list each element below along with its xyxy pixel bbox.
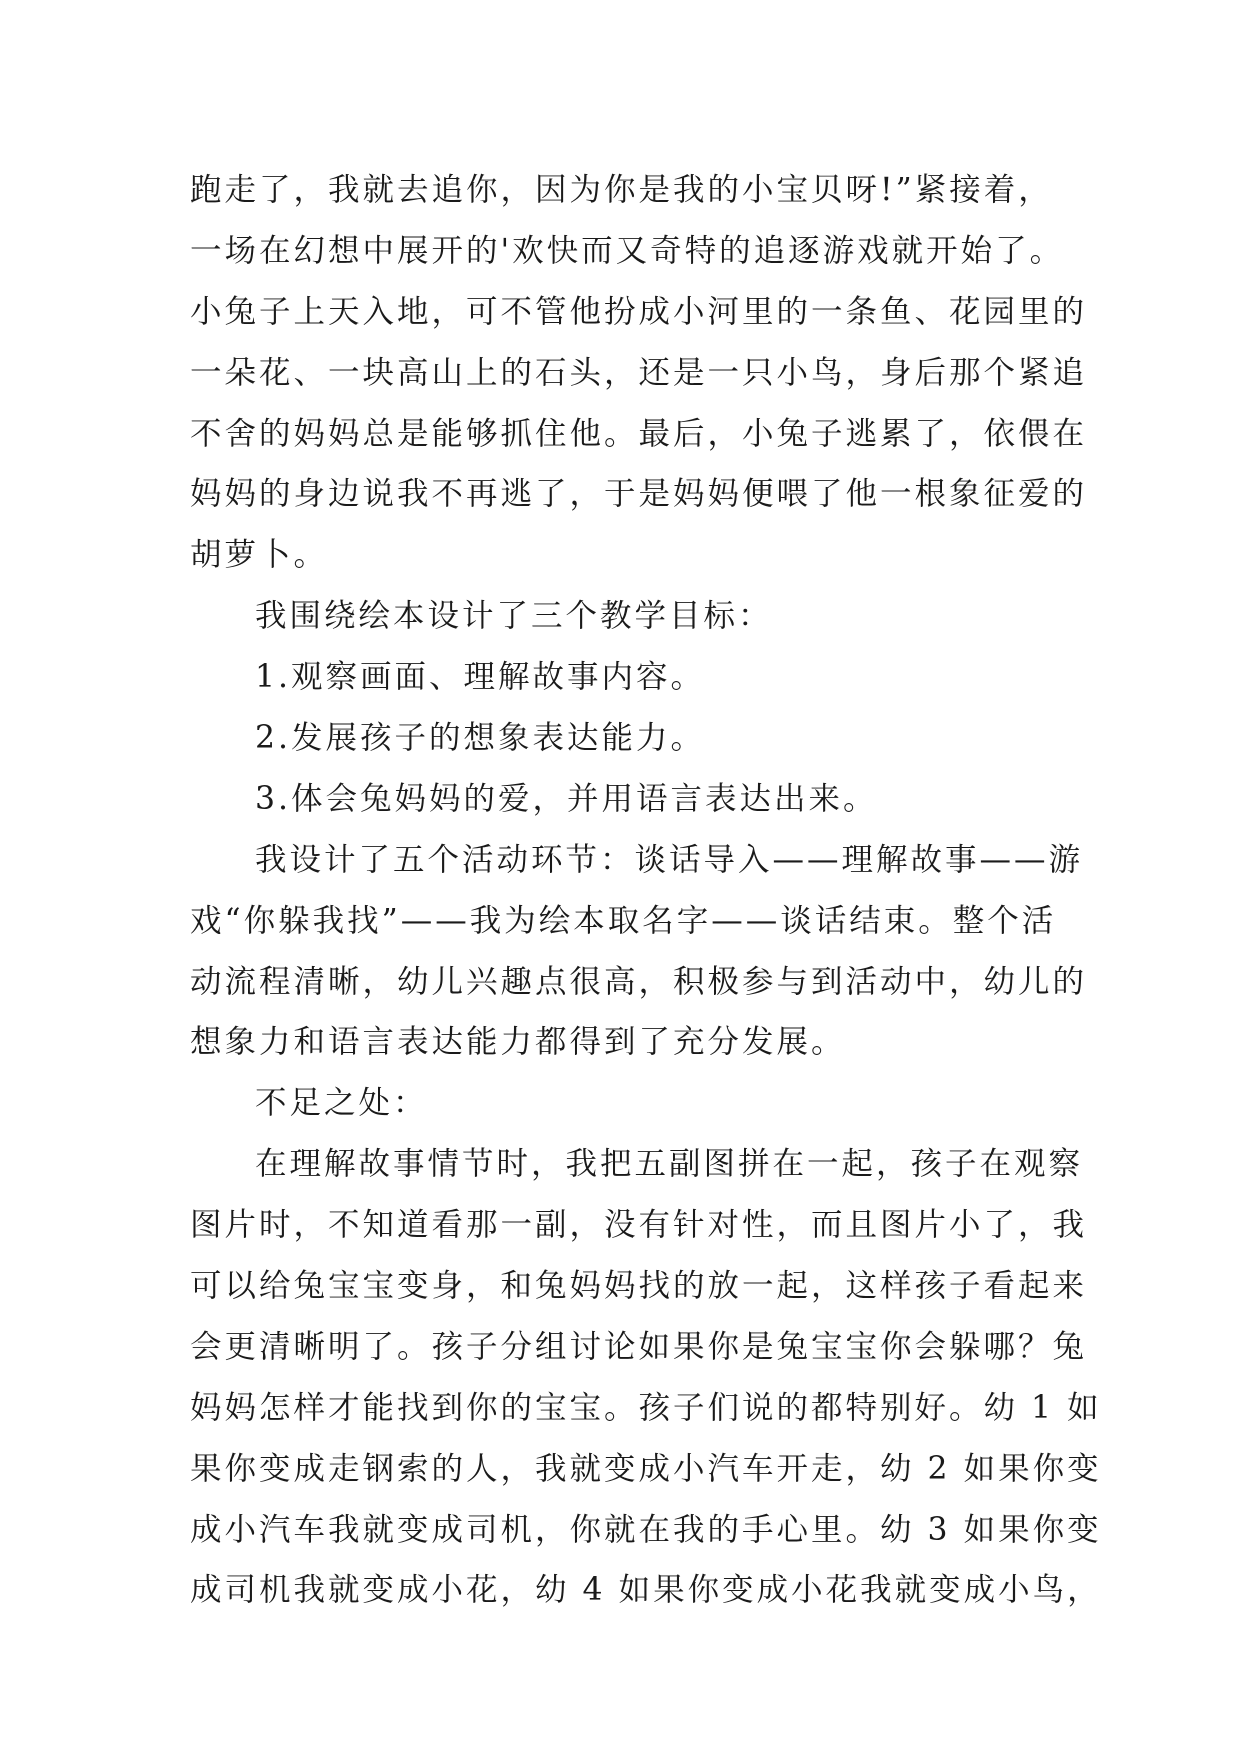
paragraph-start-line: 我围绕绘本设计了三个教学目标： [255,598,773,635]
text-line: 成司机我就变成小花，幼 4 如果你变成小花我就变成小鸟， [190,1572,1102,1609]
section-heading: 不足之处： [255,1085,428,1122]
paragraph-start-line: 我设计了五个活动环节：谈话导入——理解故事——游 [255,841,1084,878]
document-body [190,160,1102,1621]
text-line: 不舍的妈妈总是能够抓住他。最后，小兔子逃累了，依偎在 [190,415,1088,452]
text-line: 成小汽车我就变成司机，你就在我的手心里。幼 3 如果你变 [190,1511,1102,1548]
text-line: 戏“你躲我找”——我为绘本取名字——谈话结束。整个活 [190,902,1057,939]
text-line: 跑走了，我就去追你，因为你是我的小宝贝呀!”紧接着， [190,172,1053,208]
text-line: 果你变成走钢索的人，我就变成小汽车开走，幼 2 如果你变 [190,1450,1102,1487]
text-line: 妈妈的身边说我不再逃了，于是妈妈便喂了他一根象征爱的 [190,476,1088,513]
text-line: 可以给兔宝宝变身，和兔妈妈找的放一起，这样孩子看起来 [190,1268,1088,1305]
text-line: 一朵花、一块高山上的石头，还是一只小鸟，身后那个紧追 [190,354,1088,391]
text-line: 会更清晰明了。孩子分组讨论如果你是兔宝宝你会躲哪？兔 [190,1328,1088,1365]
text-line: 动流程清晰，幼儿兴趣点很高，积极参与到活动中，幼儿的 [190,963,1088,1000]
text-line: 妈妈怎样才能找到你的宝宝。孩子们说的都特别好。幼 1 如 [190,1389,1102,1426]
text-line: 想象力和语言表达能力都得到了充分发展。 [190,1024,846,1061]
text-line: 一场在幻想中展开的'欢快而又奇特的追逐游戏就开始了。 [190,232,1065,269]
text-line: 图片时，不知道看那一副，没有针对性，而且图片小了，我 [190,1207,1088,1244]
goal-item: 1.观察画面、理解故事内容。 [255,659,706,696]
text-line: 小兔子上天入地，可不管他扮成小河里的一条鱼、花园里的 [190,293,1088,330]
paragraph-start-line: 在理解故事情节时，我把五副图拼在一起，孩子在观察 [255,1146,1084,1183]
goal-item: 2.发展孩子的想象表达能力。 [255,720,706,757]
goal-item: 3.体会兔妈妈的爱，并用语言表达出来。 [255,780,878,817]
text-line: 胡萝卜。 [190,537,329,574]
